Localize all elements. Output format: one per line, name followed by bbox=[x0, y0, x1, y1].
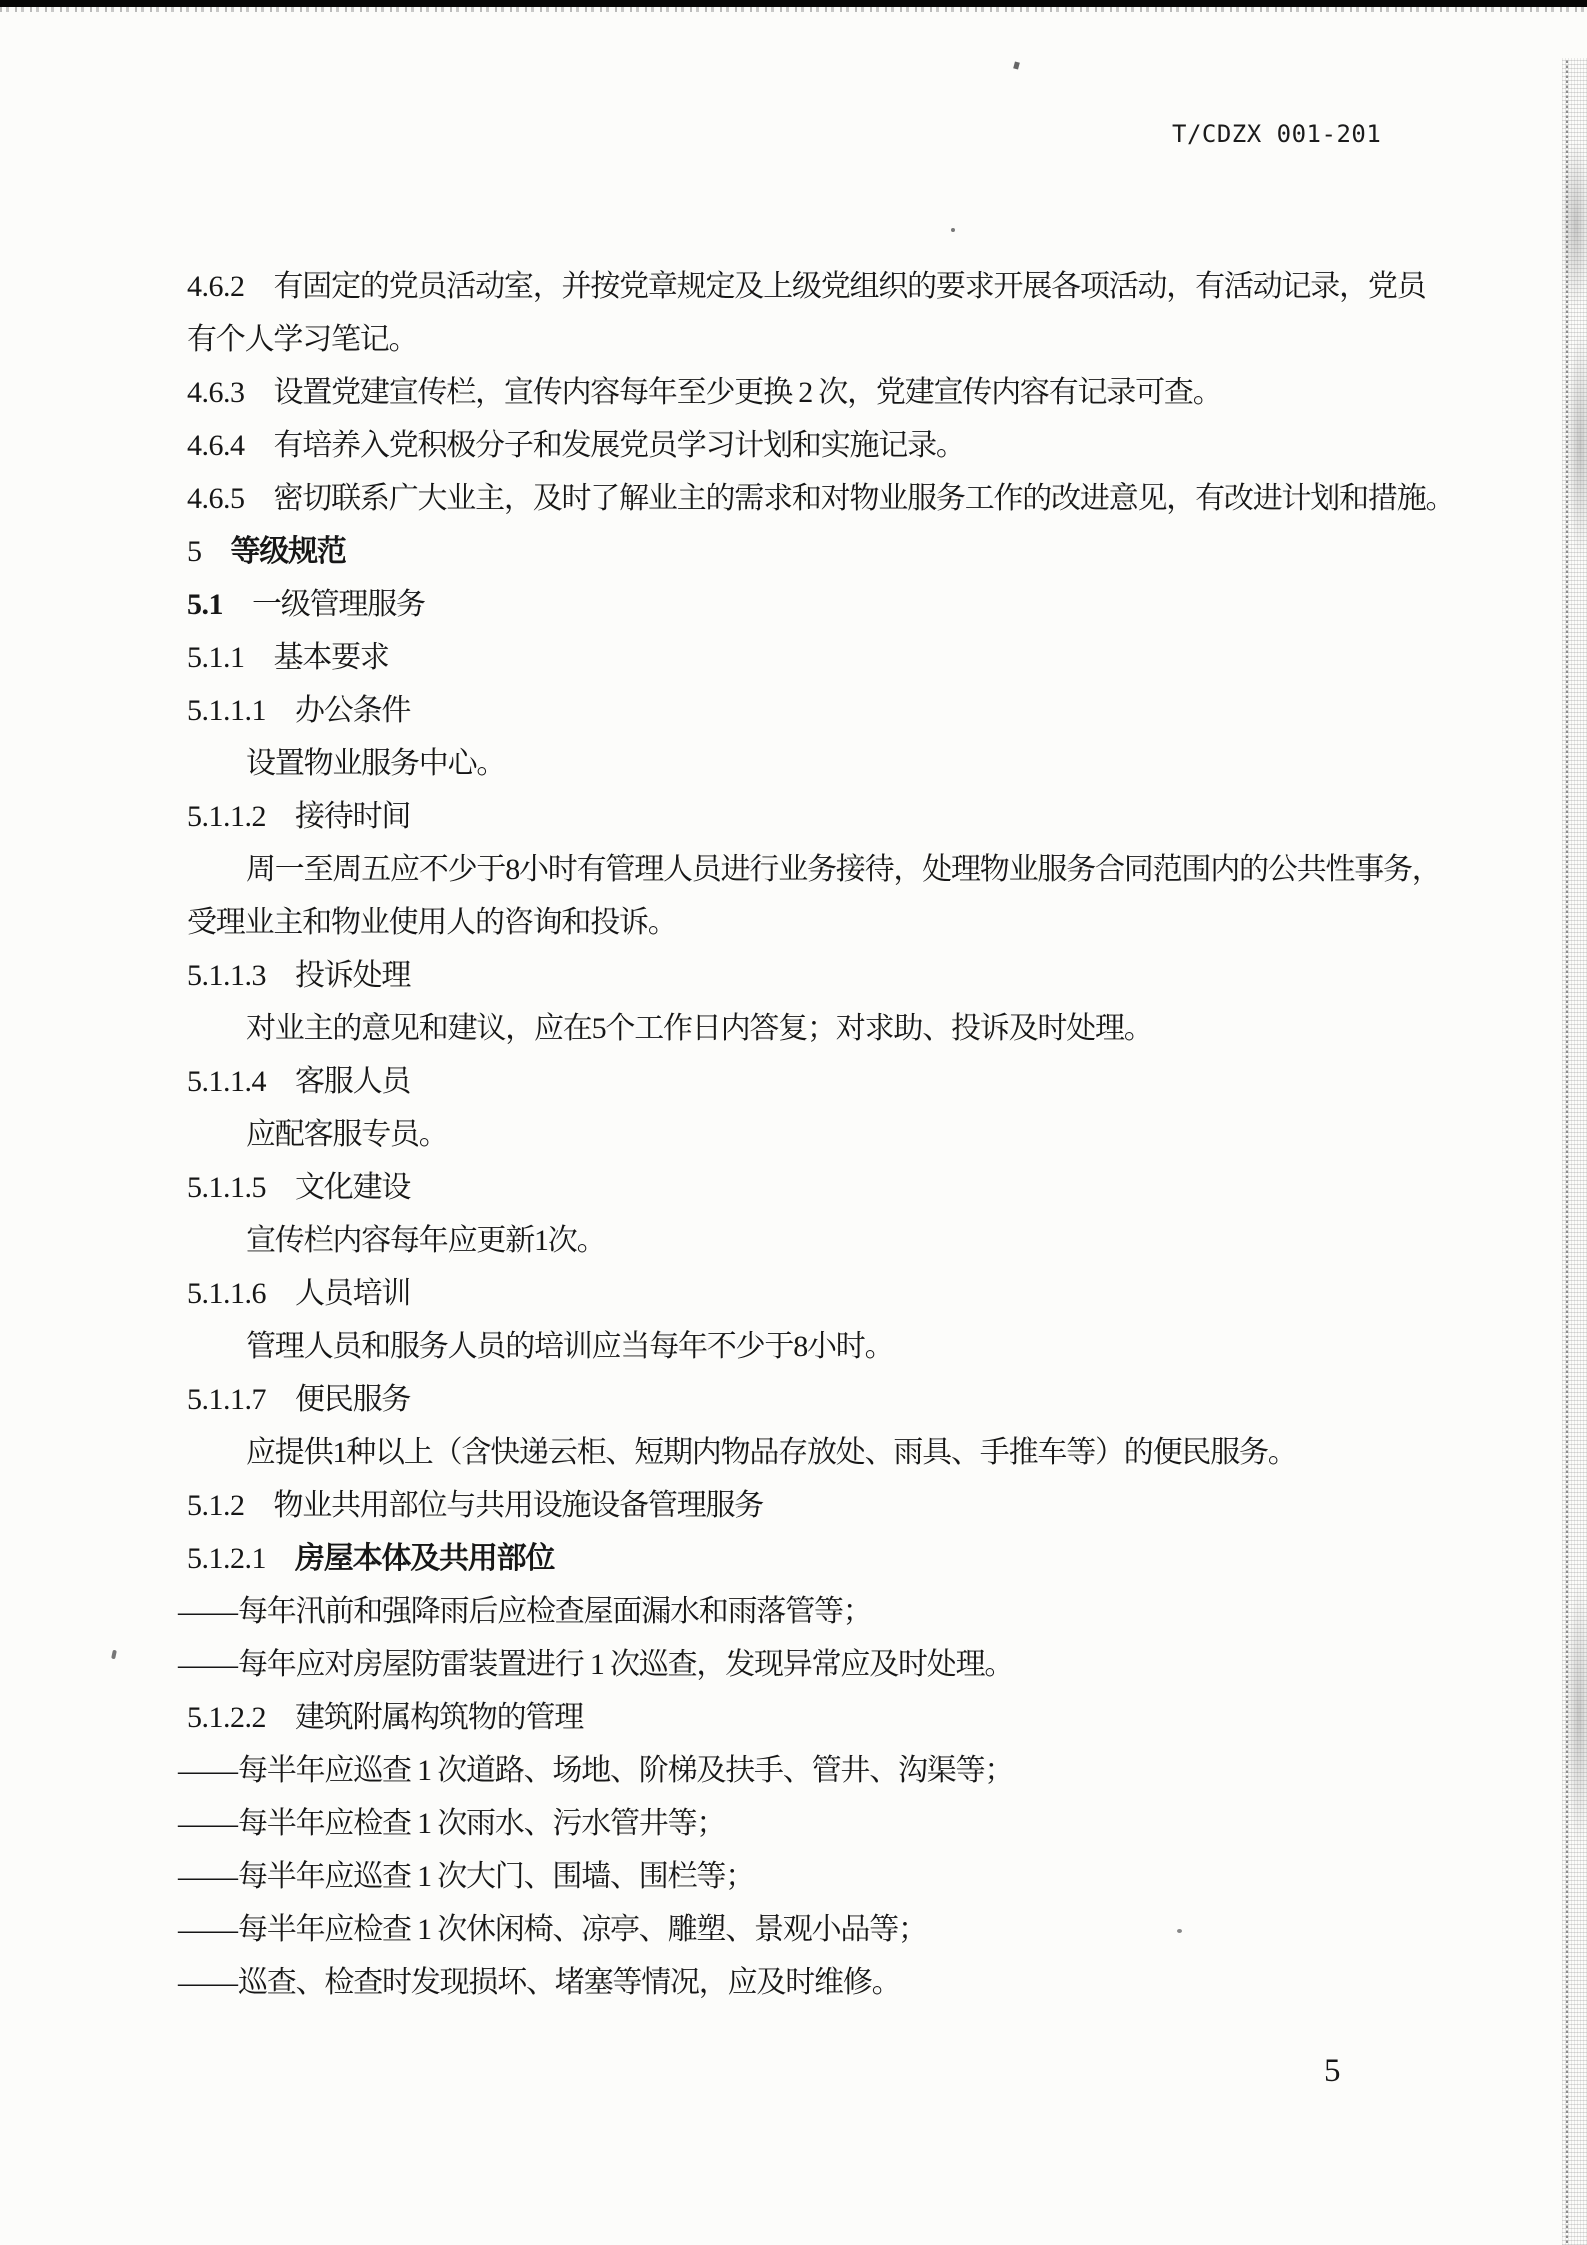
scan-speck bbox=[1013, 61, 1020, 69]
document-line bbox=[0, 419, 1560, 472]
line-text: 对业主的意见和建议，应在5个工作日内答复；对求助、投诉及时处理。 bbox=[246, 1012, 1153, 1045]
clause-number: 5.1.1.2 bbox=[187, 800, 266, 833]
document-line bbox=[0, 472, 1560, 525]
line-text: 每年应对房屋防雷装置进行 1 次巡查，发现异常应及时处理。 bbox=[238, 1648, 1014, 1681]
scan-blot bbox=[1561, 140, 1587, 310]
document-line bbox=[0, 1532, 1560, 1585]
line-text: 等级规范 bbox=[230, 535, 346, 568]
line-text: 基本要求 bbox=[273, 641, 389, 674]
document-line bbox=[0, 1850, 1560, 1903]
clause-number: 4.6.5 bbox=[187, 482, 245, 515]
clause-number: 5.1.1.1 bbox=[187, 694, 266, 727]
document-body bbox=[0, 260, 1560, 2009]
line-text: 办公条件 bbox=[295, 694, 411, 727]
document-line bbox=[0, 525, 1560, 578]
line-text: 宣传栏内容每年应更新1次。 bbox=[246, 1224, 606, 1257]
clause-number: 5.1.1.7 bbox=[187, 1383, 266, 1416]
line-text: 管理人员和服务人员的培训应当每年不少于8小时。 bbox=[246, 1330, 894, 1363]
document-line bbox=[0, 1426, 1560, 1479]
scan-edge-top-noise bbox=[0, 7, 1587, 12]
clause-number: 4.6.3 bbox=[187, 376, 245, 409]
line-text: 周一至周五应不少于8小时有管理人员进行业务接待，处理物业服务合同范围内的公共性事务， bbox=[246, 853, 1441, 886]
line-text: 每半年应巡查 1 次道路、场地、阶梯及扶手、管井、沟渠等； bbox=[238, 1754, 1014, 1787]
line-text: 有固定的党员活动室，并按党章规定及上级党组织的要求开展各项活动，有活动记录，党员 bbox=[273, 270, 1426, 303]
line-text: 每半年应检查 1 次雨水、污水管井等； bbox=[238, 1807, 726, 1840]
dash-prefix: —— bbox=[178, 1860, 238, 1893]
document-line bbox=[0, 1585, 1560, 1638]
document-line bbox=[0, 1373, 1560, 1426]
document-line bbox=[0, 631, 1560, 684]
document-line bbox=[0, 1002, 1560, 1055]
line-text: 应提供1种以上（含快递云柜、短期内物品存放处、雨具、手推车等）的便民服务。 bbox=[246, 1436, 1297, 1469]
line-text: 房屋本体及共用部位 bbox=[295, 1542, 555, 1575]
dash-prefix: —— bbox=[178, 1754, 238, 1787]
document-line bbox=[0, 1320, 1560, 1373]
line-text: 文化建设 bbox=[295, 1171, 411, 1204]
document-line bbox=[0, 684, 1560, 737]
clause-number: 5.1.2 bbox=[187, 1489, 245, 1522]
document-line bbox=[0, 843, 1560, 896]
document-line bbox=[0, 949, 1560, 1002]
clause-number: 5.1.1.6 bbox=[187, 1277, 266, 1310]
line-text: 每年汛前和强降雨后应检查屋面漏水和雨落管等； bbox=[238, 1595, 872, 1628]
document-line bbox=[0, 578, 1560, 631]
dash-prefix: —— bbox=[178, 1966, 238, 1999]
clause-number: 5.1.1 bbox=[187, 641, 245, 674]
document-line bbox=[0, 1267, 1560, 1320]
document-line bbox=[0, 313, 1560, 366]
document-line bbox=[0, 1479, 1560, 1532]
dash-prefix: —— bbox=[178, 1807, 238, 1840]
line-text: 应配客服专员。 bbox=[246, 1118, 448, 1151]
document-line bbox=[0, 1903, 1560, 1956]
document-line bbox=[0, 737, 1560, 790]
document-line bbox=[0, 366, 1560, 419]
line-text: 每半年应巡查 1 次大门、围墙、围栏等； bbox=[238, 1860, 754, 1893]
line-text: 人员培训 bbox=[295, 1277, 411, 1310]
document-line bbox=[0, 790, 1560, 843]
dash-prefix: —— bbox=[178, 1595, 238, 1628]
clause-number: 5.1.2.1 bbox=[187, 1542, 266, 1575]
line-text: 设置党建宣传栏，宣传内容每年至少更换 2 次，党建宣传内容有记录可查。 bbox=[273, 376, 1222, 409]
document-footer bbox=[1324, 2053, 1341, 2090]
clause-number: 5.1.2.2 bbox=[187, 1701, 266, 1734]
document-line bbox=[0, 896, 1560, 949]
document-line bbox=[0, 1638, 1560, 1691]
document-line bbox=[0, 1691, 1560, 1744]
line-text: 一级管理服务 bbox=[252, 588, 425, 621]
clause-number: 4.6.2 bbox=[187, 270, 245, 303]
document-line bbox=[0, 1956, 1560, 2009]
line-text: 设置物业服务中心。 bbox=[246, 747, 506, 780]
scan-speck bbox=[1177, 1929, 1182, 1933]
line-text: 巡查、检查时发现损坏、堵塞等情况，应及时维修。 bbox=[238, 1966, 901, 1999]
line-text: 接待时间 bbox=[295, 800, 411, 833]
line-text: 每半年应检查 1 次休闲椅、凉亭、雕塑、景观小品等； bbox=[238, 1913, 927, 1946]
clause-number: 4.6.4 bbox=[187, 429, 245, 462]
line-text: 客服人员 bbox=[295, 1065, 411, 1098]
scan-speck bbox=[951, 228, 955, 232]
dash-prefix: —— bbox=[178, 1913, 238, 1946]
document-line bbox=[0, 1214, 1560, 1267]
clause-number: 5.1 bbox=[187, 588, 223, 621]
document-line bbox=[0, 1108, 1560, 1161]
clause-number: 5.1.1.4 bbox=[187, 1065, 266, 1098]
document-line bbox=[0, 1797, 1560, 1850]
page-number: 5 bbox=[1324, 2053, 1341, 2089]
clause-number: 5.1.1.3 bbox=[187, 959, 266, 992]
line-text: 密切联系广大业主，及时了解业主的需求和对物业服务工作的改进意见，有改进计划和措施。 bbox=[273, 482, 1455, 515]
line-text: 有个人学习笔记。 bbox=[187, 323, 418, 356]
dash-prefix: —— bbox=[178, 1648, 238, 1681]
document-line bbox=[0, 1161, 1560, 1214]
document-header bbox=[1172, 120, 1381, 148]
line-text: 便民服务 bbox=[295, 1383, 411, 1416]
line-text: 有培养入党积极分子和发展党员学习计划和实施记录。 bbox=[273, 429, 965, 462]
clause-number: 5 bbox=[187, 535, 202, 568]
document-line bbox=[0, 1055, 1560, 1108]
line-text: 建筑附属构筑物的管理 bbox=[295, 1701, 583, 1734]
line-text: 投诉处理 bbox=[295, 959, 411, 992]
scan-blot bbox=[1566, 1580, 1587, 1850]
line-text: 物业共用部位与共用设施设备管理服务 bbox=[273, 1489, 764, 1522]
scan-edge-top bbox=[0, 0, 1587, 7]
document-line bbox=[0, 260, 1560, 313]
line-text: 受理业主和物业使用人的咨询和投诉。 bbox=[187, 906, 677, 939]
document-line bbox=[0, 1744, 1560, 1797]
standard-code: T/CDZX 001-201 bbox=[1172, 120, 1382, 148]
clause-number: 5.1.1.5 bbox=[187, 1171, 266, 1204]
scan-blot bbox=[1567, 330, 1587, 560]
